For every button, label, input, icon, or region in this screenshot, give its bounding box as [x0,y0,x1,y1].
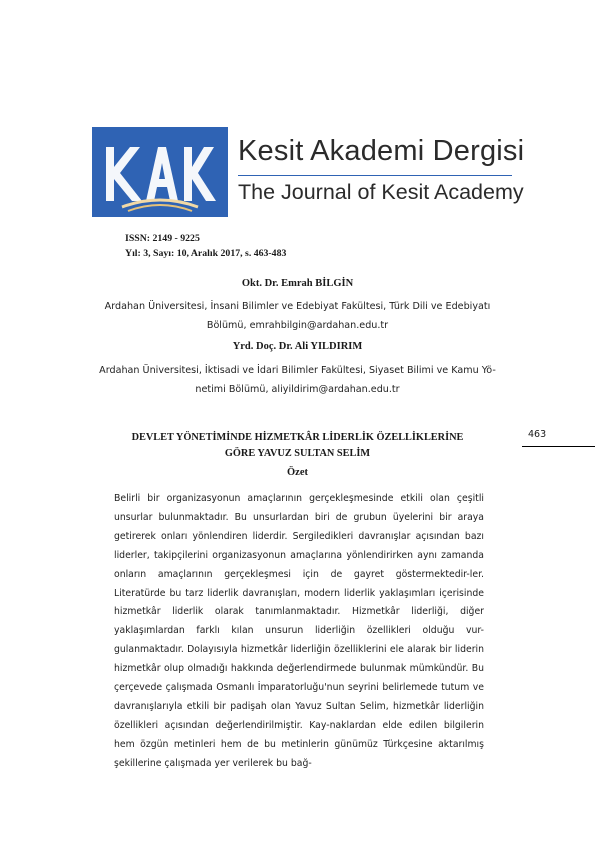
author-name: Yrd. Doç. Dr. Ali YILDIRIM [232,341,363,352]
journal-subtitle: The Journal of Kesit Academy [238,180,524,204]
issn-line: ISSN: 2149 - 9225 [125,233,200,244]
abstract-heading: Özet [287,467,308,478]
author-name: Okt. Dr. Emrah BİLGİN [241,278,354,289]
affiliation-line: Ardahan Üniversitesi, İktisadi ve İdari Bilimler Fakültesi, Siyaset Bilimi ve Kamu Yö- [99,365,496,376]
article-title [100,430,495,462]
journal-title: Kesit Akademi Dergisi [238,135,525,167]
abstract-body: Belirli bir organizasyonun amaçlarının gerçekleşmesinde etkili olan çeşitli unsurlar bulunmaktadır. Bu unsurlardan biri de grubun üyelerini bir araya getirerek onları yönlendiren liderdir. Sergiledikleri davranışlar açısından bazı liderler, takipçilerini organizasyonun amaçlarına yönlendirirken aynı zamanda onların amaçlarının gerçekleşmesi için de gayret göstermektedir-ler. Literatürde bu tarz liderlik davranışları, modern liderlik yaklaşımları içerisinde hizmetkâr liderlik olarak tanımlanmaktadır. Hizmetkâr liderliği, diğer yaklaşımlardan farklı kılan unsurun liderliğin özellikleri olduğu vur-gulanmaktadır. Dolayısıyla hizmetkâr liderliğin özelliklerini ele alarak bir liderin hizmetkâr olup olmadığı hakkında değerlendirmede bulunmak mümkündür. Bu çerçevede çalışmada Osmanlı İmparatorluğu'nun seyrini belirlemede tutum ve davranışlarıyla etkili bir padişah olan Yavuz Sultan Selim, hizmetkâr liderliğin özellikleri açısından değerlendirilmiştir. Kay-naklardan elde edilen bilgilerin hem özgün metinleri hem de bu metinlerin günümüz Türkçesine aktarılmış şekillerine çalışmada yer verilerek bu bağ- [114,493,484,769]
affiliation-line: netimi Bölümü, aliyildirim@ardahan.edu.tr [195,384,400,395]
title-line: DEVLET YÖNETİMİNDE HİZMETKÂR LİDERLİK ÖZELLİKLERİNE [131,432,464,443]
title-line: GÖRE YAVUZ SULTAN SELİM [224,448,371,459]
issn-block [125,231,286,261]
page-number-rule [522,446,595,447]
affiliation-line: Bölümü, emrahbilgin@ardahan.edu.tr [206,320,389,331]
journal-logo [92,127,525,217]
page-number: 463 [528,429,547,440]
author-affiliation [90,297,505,335]
author-affiliation [90,361,505,399]
volume-line: Yıl: 3, Sayı: 10, Aralık 2017, s. 463-483 [125,248,287,259]
affiliation-line: Ardahan Üniversitesi, İnsani Bilimler ve Edebiyat Fakültesi, Türk Dili ve Edebiyatı [104,301,491,312]
logo-divider [238,175,512,176]
kak-book-logo-icon [92,127,228,217]
